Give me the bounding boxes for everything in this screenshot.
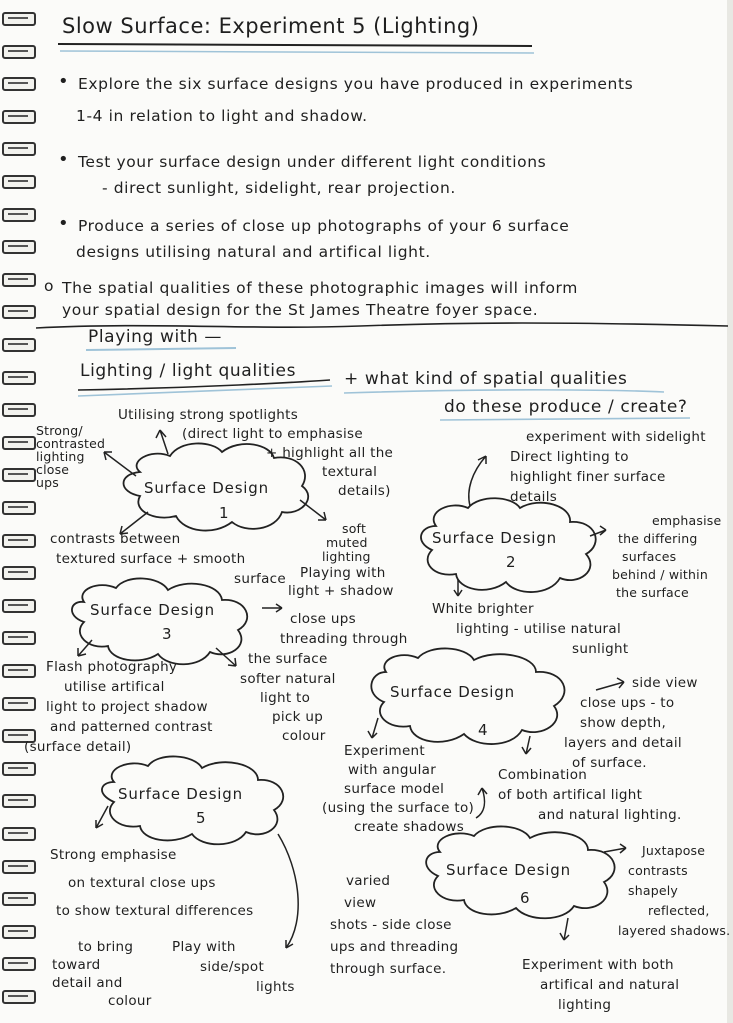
- heading-underline-1: [86, 348, 236, 350]
- arrow-d1-top: [156, 430, 168, 454]
- bullet-text: - direct sunlight, sidelight, rear projection.: [102, 179, 456, 197]
- heading-underline-4: [344, 390, 664, 393]
- binding-ring: [2, 468, 36, 482]
- binding-ring: [2, 990, 36, 1004]
- binding-ring: [2, 142, 36, 156]
- note-line: side view: [632, 675, 698, 691]
- binding-ring: [2, 371, 36, 385]
- page-edge: [727, 0, 733, 1023]
- note-line: lighting: [558, 997, 612, 1013]
- binding-ring: [2, 273, 36, 287]
- note-line: muted: [326, 535, 368, 550]
- note-line: surface: [234, 571, 286, 587]
- note-line: and natural lighting.: [538, 807, 682, 823]
- arrow-d2-right: [590, 526, 606, 536]
- binding-ring: [2, 240, 36, 254]
- arrow-d5-right: [278, 834, 298, 948]
- binding-ring: [2, 12, 36, 26]
- note-line: Juxtapose: [642, 843, 706, 858]
- note-line: to show textural differences: [56, 903, 254, 919]
- arrow-d4-right: [596, 678, 624, 690]
- binding-ring: [2, 436, 36, 450]
- note-line: (using the surface to): [322, 800, 475, 816]
- binding-ring: [2, 305, 36, 319]
- note-line: emphasise: [652, 513, 722, 528]
- note-line: close: [36, 462, 70, 477]
- arrow-d4-left: [368, 718, 378, 738]
- bullet-marker: o: [44, 277, 55, 295]
- arrow-d4-bottom: [522, 736, 531, 754]
- note-line: colour: [282, 728, 326, 744]
- note-line: detail and: [52, 975, 123, 991]
- cloud-number-2: 2: [506, 553, 516, 571]
- note-line: layered shadows.: [618, 923, 731, 938]
- note-line: behind / within: [612, 567, 708, 582]
- cloud-label-2: Surface Design: [432, 529, 557, 547]
- note-line: + highlight all the: [266, 445, 394, 461]
- note-line: lighting - utilise natural: [456, 621, 622, 637]
- note-line: contrasted: [36, 436, 106, 451]
- cloud-label-5: Surface Design: [118, 785, 243, 803]
- note-line: details): [338, 483, 391, 499]
- arrow-d2-bottom: [454, 580, 462, 596]
- note-line: to bring: [78, 939, 134, 955]
- arrow-d2-top: [469, 456, 486, 506]
- arrow-d1-left: [104, 452, 136, 476]
- cloud-label-1: Surface Design: [144, 479, 269, 497]
- note-line: light to: [260, 690, 311, 706]
- arrow-d6-bottom: [560, 918, 569, 940]
- binding-ring: [2, 860, 36, 874]
- note-line: sunlight: [572, 641, 629, 657]
- bullet-text: Test your surface design under different light conditions: [78, 153, 547, 171]
- cloud-label-3: Surface Design: [90, 601, 215, 619]
- binding-ring: [2, 664, 36, 678]
- note-line: Combination: [498, 767, 588, 783]
- note-line: reflected,: [648, 903, 710, 918]
- note-line: highlight finer surface: [510, 469, 666, 485]
- binding-ring: [2, 208, 36, 222]
- note-line: close ups - to: [580, 695, 675, 711]
- note-line: the surface: [248, 651, 328, 667]
- note-line: Strong emphasise: [50, 847, 177, 863]
- note-line: contrasts between: [50, 531, 181, 547]
- bullet-marker: •: [58, 71, 69, 92]
- arrow-d6-right: [604, 844, 626, 853]
- arrow-d3-right: [262, 604, 282, 612]
- binding-ring: [2, 892, 36, 906]
- arrow-d5-left: [96, 806, 108, 828]
- binding-ring: [2, 45, 36, 59]
- binding-ring: [2, 566, 36, 580]
- note-line: lighting: [36, 449, 85, 464]
- note-line: softer natural: [240, 671, 336, 687]
- note-line: textural: [322, 464, 378, 480]
- heading-playing-with: Playing with —: [88, 327, 223, 347]
- binding-ring: [2, 534, 36, 548]
- note-line: threading through: [280, 631, 408, 647]
- note-line: details: [510, 489, 558, 505]
- note-line: close ups: [290, 611, 356, 627]
- note-line: artifical and natural: [540, 977, 680, 993]
- note-line: surfaces: [622, 549, 677, 564]
- note-line: shots - side close: [330, 917, 452, 933]
- binding-ring: [2, 827, 36, 841]
- note-line: view: [344, 895, 377, 911]
- note-line: layers and detail: [564, 735, 682, 751]
- note-line: the differing: [618, 531, 698, 546]
- note-line: Utilising strong spotlights: [118, 407, 299, 423]
- note-line: Play with: [172, 939, 236, 955]
- note-line: light + shadow: [288, 583, 394, 599]
- heading-underline-3: [78, 386, 332, 396]
- binding-ring: [2, 110, 36, 124]
- binding-ring: [2, 599, 36, 613]
- cloud-label-4: Surface Design: [390, 683, 515, 701]
- note-line: soft: [342, 521, 367, 536]
- bullet-text: your spatial design for the St James Theatre foyer space.: [62, 301, 539, 319]
- note-line: experiment with sidelight: [526, 429, 706, 445]
- title-underline-blue: [60, 51, 534, 53]
- binding-ring: [2, 794, 36, 808]
- arrow-d3-bottom: [216, 648, 236, 666]
- binding-ring: [2, 501, 36, 515]
- heading-lighting: Lighting / light qualities: [80, 361, 297, 381]
- binding-ring: [2, 631, 36, 645]
- note-line: of both artifical light: [498, 787, 643, 803]
- bullet-text: The spatial qualities of these photographic images will inform: [62, 279, 578, 297]
- cloud-number-5: 5: [196, 809, 206, 827]
- note-line: Flash photography: [46, 659, 178, 675]
- note-line: White brighter: [432, 601, 534, 617]
- note-line: and patterned contrast: [50, 719, 213, 735]
- cloud-number-3: 3: [162, 625, 172, 643]
- note-line: ups: [36, 475, 59, 490]
- note-line: utilise artifical: [64, 679, 165, 695]
- note-line: lights: [256, 979, 295, 995]
- title-underline: [58, 44, 532, 46]
- page-title: Slow Surface: Experiment 5 (Lighting): [62, 14, 480, 38]
- note-line: light to project shadow: [46, 699, 208, 715]
- note-line: (direct light to emphasise: [182, 426, 363, 442]
- binding-ring: [2, 338, 36, 352]
- note-line: (surface detail): [24, 739, 132, 755]
- arrow-d1-bottom-right: [300, 500, 326, 520]
- arrow-d4-bracket: [476, 788, 487, 818]
- note-line: Experiment with both: [522, 957, 674, 973]
- cloud-shape-3: [72, 578, 247, 664]
- note-line: of surface.: [572, 755, 647, 771]
- heading-underline-5: [440, 418, 690, 420]
- note-line: show depth,: [580, 715, 667, 731]
- binding-ring: [2, 77, 36, 91]
- cloud-number-6: 6: [520, 889, 530, 907]
- binding-ring: [2, 925, 36, 939]
- binding-ring: [2, 175, 36, 189]
- note-line: Direct lighting to: [510, 449, 629, 465]
- note-line: with angular: [348, 762, 437, 778]
- note-line: shapely: [628, 883, 678, 898]
- heading-question: do these produce / create?: [444, 397, 688, 417]
- note-line: create shadows: [354, 819, 465, 835]
- note-line: Playing with: [300, 565, 386, 581]
- binding-ring: [2, 762, 36, 776]
- note-line: Strong/: [36, 423, 83, 438]
- bullet-text: 1-4 in relation to light and shadow.: [76, 107, 368, 125]
- note-line: on textural close ups: [68, 875, 216, 891]
- note-line: through surface.: [330, 961, 447, 977]
- bullet-text: Produce a series of close up photographs of your 6 surface: [78, 217, 570, 235]
- note-line: varied: [346, 873, 391, 889]
- note-line: textured surface + smooth: [56, 551, 246, 567]
- binding-ring: [2, 403, 36, 417]
- note-line: pick up: [272, 709, 324, 725]
- note-line: Experiment: [344, 743, 426, 759]
- note-line: contrasts: [628, 863, 688, 878]
- arrow-d3-left: [78, 640, 92, 656]
- bullet-marker: •: [58, 213, 69, 234]
- note-line: colour: [108, 993, 152, 1009]
- note-line: the surface: [616, 585, 689, 600]
- note-line: ups and threading: [330, 939, 459, 955]
- heading-spatial: + what kind of spatial qualities: [344, 369, 628, 389]
- spiral-binding: [0, 0, 36, 1023]
- bullet-marker: •: [58, 149, 69, 170]
- binding-ring: [2, 957, 36, 971]
- cloud-label-6: Surface Design: [446, 861, 571, 879]
- note-line: surface model: [344, 781, 445, 797]
- note-line: lighting: [322, 549, 371, 564]
- note-line: side/spot: [200, 959, 265, 975]
- cloud-number-4: 4: [478, 721, 488, 739]
- note-line: toward: [52, 957, 101, 973]
- bullet-text: designs utilising natural and artifical light.: [76, 243, 431, 261]
- cloud-number-1: 1: [219, 504, 229, 522]
- binding-ring: [2, 697, 36, 711]
- bullet-text: Explore the six surface designs you have produced in experiments: [78, 75, 634, 93]
